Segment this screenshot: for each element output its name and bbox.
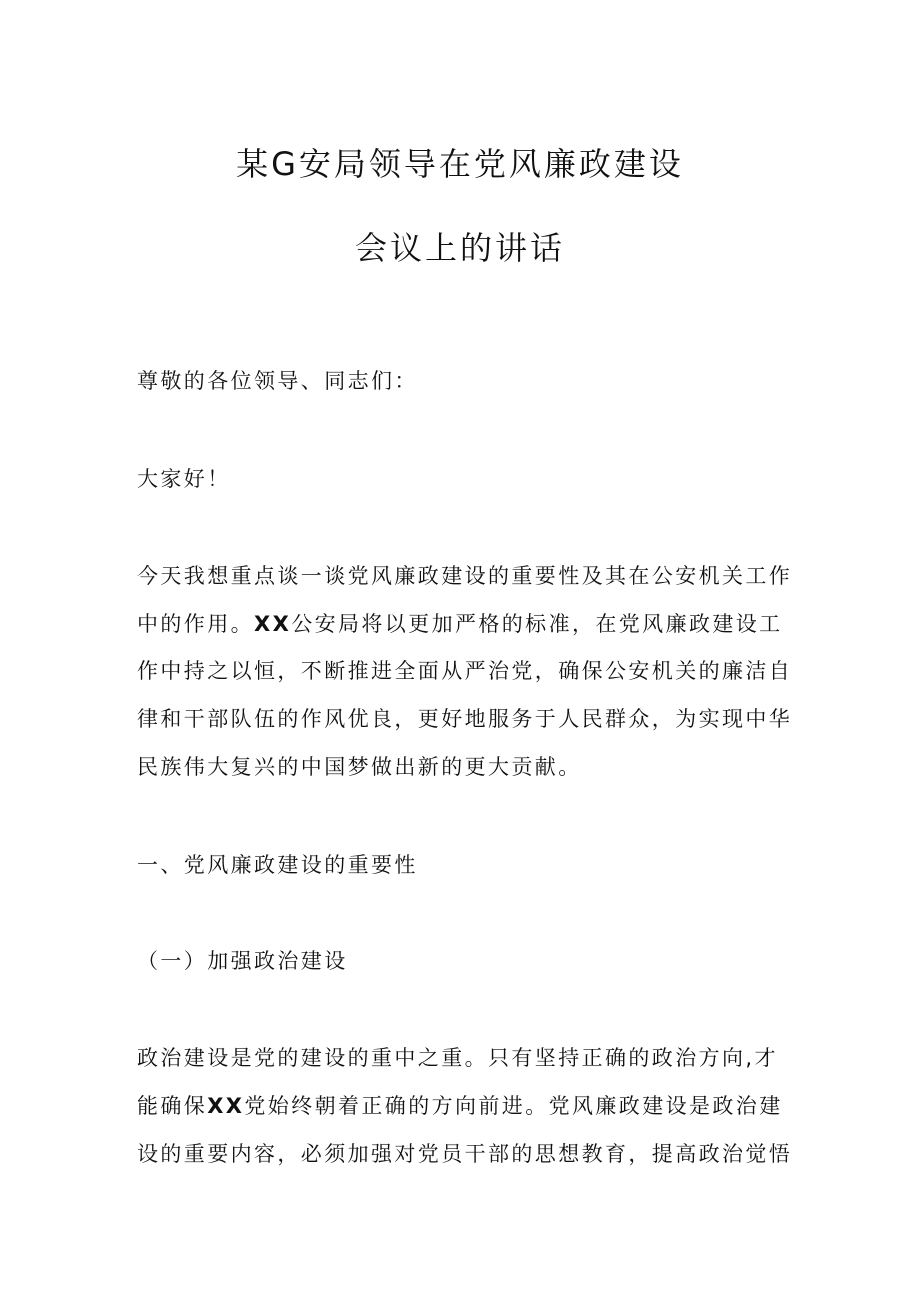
intro-line-2-bold: XX: [254, 612, 292, 636]
paragraph-line-2: [137, 1091, 797, 1121]
paragraph-line-1: 政治建设是党的建设的重中之重。只有坚持正确的政治方向,才: [137, 1046, 778, 1070]
document-title-line-2: 会议上的讲话: [354, 229, 565, 267]
intro-line-4: 律和干部队伍的作风优良，更好地服务于人民群众，为实现中华: [137, 707, 793, 731]
intro-line-2-end: 公安局将以更加严格的标准，在党风廉政建设工: [291, 612, 783, 636]
intro-line-2: [137, 609, 797, 639]
document-title-line-1: 某G安局领导在党风廉政建设: [236, 145, 684, 183]
intro-line-5: 民族伟大复兴的中国梦做出新的更大贡献。: [137, 755, 582, 779]
subsection-heading: （一）加强政治建设: [137, 949, 348, 973]
greeting: 大家好！: [137, 467, 231, 491]
salutation: 尊敬的各位领导、同志们：: [137, 369, 418, 393]
intro-line-1: 今天我想重点谈一谈党风廉政建设的重要性及其在公安机关工作: [137, 564, 793, 588]
paragraph-line-3: 设的重要内容，必须加强对党员干部的思想教育，提高政治觉悟: [137, 1142, 793, 1166]
paragraph-line-2-start: 能确保: [137, 1094, 208, 1118]
intro-line-2-start: 中的作用。: [137, 612, 254, 636]
paragraph-line-2-bold: XX: [207, 1094, 245, 1118]
section-heading: 一、党风廉政建设的重要性: [137, 853, 418, 877]
intro-line-3: 作中持之以恒，不断推进全面从严治党，确保公安机关的廉洁自: [137, 659, 793, 683]
paragraph-line-2-end: 党始终朝着正确的方向前进。党风廉政建设是政治建: [244, 1094, 783, 1118]
